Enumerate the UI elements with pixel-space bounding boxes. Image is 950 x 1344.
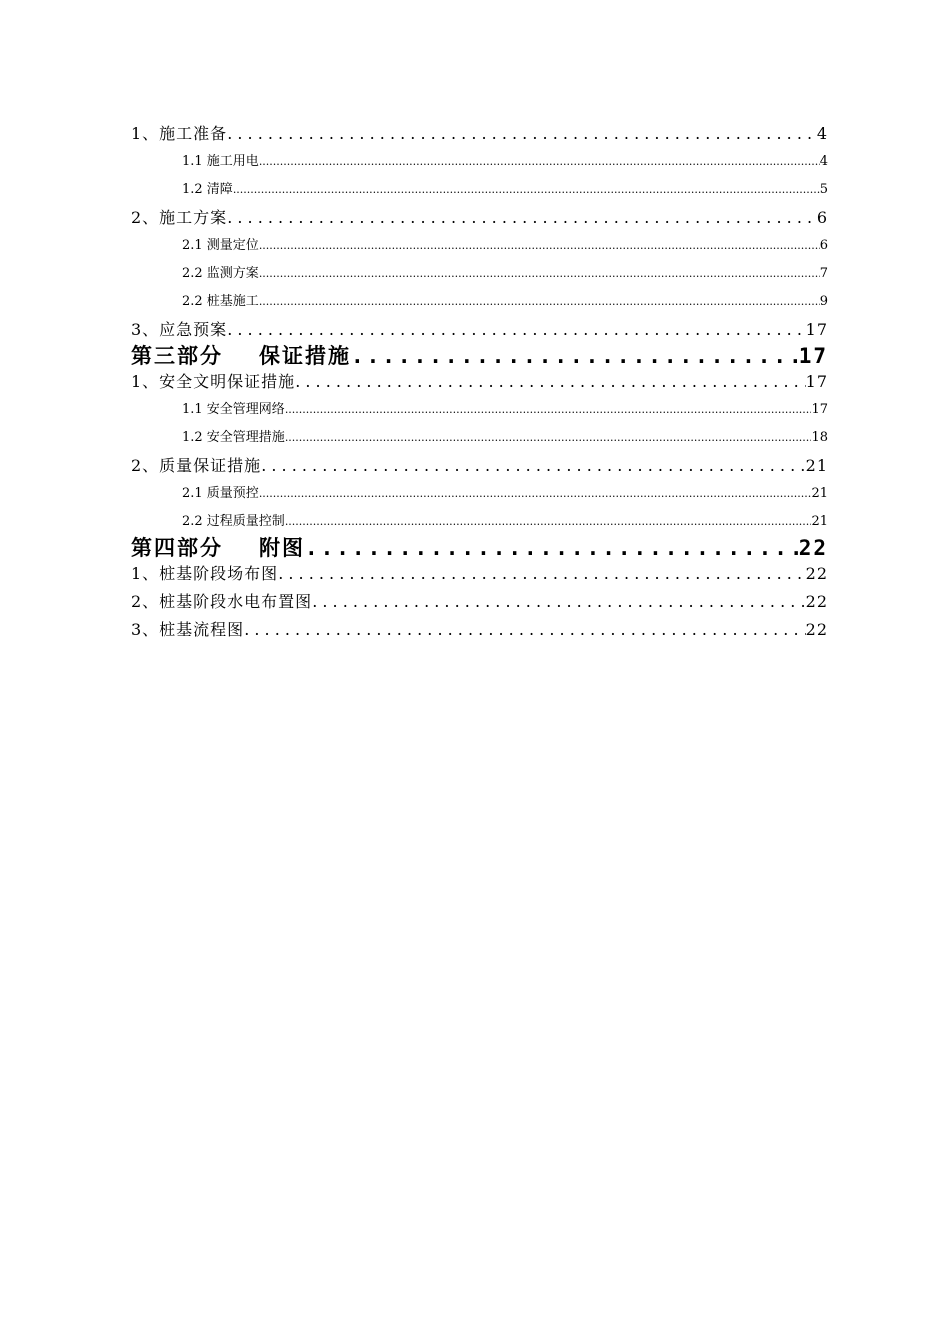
- toc-entry-page: 4: [819, 154, 828, 169]
- toc-entry-title: 2、施工方案: [131, 208, 228, 227]
- toc-entry[interactable]: [131, 120, 828, 148]
- toc-entry-page: 6: [816, 208, 828, 227]
- toc-entry-title: 2.1 质量预控: [182, 486, 259, 501]
- toc-subentry[interactable]: [131, 176, 828, 204]
- toc-entry-page: 17: [805, 372, 828, 391]
- toc-entry-title: 1、安全文明保证措施: [131, 372, 296, 391]
- toc-entry-page: 5: [819, 182, 828, 197]
- dot-leader: [233, 176, 820, 204]
- dot-leader: [295, 368, 805, 396]
- dot-leader: [259, 232, 820, 260]
- dot-leader: [285, 508, 812, 536]
- toc-part-name: 附图: [259, 536, 305, 560]
- dot-leader: [261, 452, 805, 480]
- toc-entry-title: 1、施工准备: [131, 124, 228, 143]
- toc-entry-page: 21: [811, 486, 828, 501]
- dot-leader: [351, 344, 799, 368]
- toc-subentry[interactable]: [131, 424, 828, 452]
- toc-entry-title: 2.1 测量定位: [182, 238, 259, 253]
- toc-entry-page: 9: [819, 294, 828, 309]
- dot-leader: [259, 480, 812, 508]
- toc-entry-page: 21: [805, 456, 828, 475]
- toc-entry-title: 2、桩基阶段水电布置图: [131, 592, 313, 611]
- toc-entry-page: 4: [816, 124, 828, 143]
- toc-entry-page: 22: [805, 564, 828, 583]
- dot-leader: [259, 260, 820, 288]
- toc-entry-page: 22: [798, 536, 828, 560]
- dot-leader: [259, 288, 820, 316]
- toc-entry-page: 21: [811, 514, 828, 529]
- dot-leader: [285, 396, 812, 424]
- toc-entry-title: 1.1 安全管理网络: [182, 402, 285, 417]
- dot-leader: [259, 148, 820, 176]
- toc-part-heading[interactable]: [131, 536, 828, 560]
- toc-subentry[interactable]: [131, 288, 828, 316]
- dot-leader: [244, 616, 805, 644]
- toc-part-label: 第三部分: [131, 344, 223, 368]
- toc-entry-page: 22: [805, 620, 828, 639]
- toc-part-name: 保证措施: [259, 344, 351, 368]
- toc-subentry[interactable]: [131, 508, 828, 536]
- dot-leader: [227, 120, 817, 148]
- toc-part-title: [131, 344, 351, 368]
- toc-entry-title: 2.2 桩基施工: [182, 294, 259, 309]
- toc-entry[interactable]: [131, 368, 828, 396]
- toc-entry-page: 17: [811, 402, 828, 417]
- toc-entry-title: 1.2 安全管理措施: [182, 430, 285, 445]
- dot-leader: [305, 536, 799, 560]
- toc-subentry[interactable]: [131, 260, 828, 288]
- toc-part-heading[interactable]: [131, 344, 828, 368]
- dot-leader: [285, 424, 812, 452]
- toc-entry[interactable]: [131, 452, 828, 480]
- toc-entry[interactable]: [131, 204, 828, 232]
- toc-entry-page: 6: [819, 238, 828, 253]
- toc-entry[interactable]: [131, 560, 828, 588]
- table-of-contents: [131, 120, 828, 644]
- dot-leader: [278, 560, 805, 588]
- toc-entry-title: 2.2 过程质量控制: [182, 514, 285, 529]
- toc-subentry[interactable]: [131, 232, 828, 260]
- toc-subentry[interactable]: [131, 148, 828, 176]
- toc-entry-title: 2.2 监测方案: [182, 266, 259, 281]
- toc-entry[interactable]: [131, 616, 828, 644]
- dot-leader: [227, 204, 817, 232]
- toc-subentry[interactable]: [131, 480, 828, 508]
- toc-entry-title: 2、质量保证措施: [131, 456, 262, 475]
- toc-entry[interactable]: [131, 588, 828, 616]
- toc-entry[interactable]: [131, 316, 828, 344]
- toc-entry-title: 3、桩基流程图: [131, 620, 245, 639]
- dot-leader: [312, 588, 805, 616]
- toc-entry-title: 1.2 清障: [182, 182, 233, 197]
- toc-entry-page: 22: [805, 592, 828, 611]
- toc-entry-title: 1、桩基阶段场布图: [131, 564, 279, 583]
- dot-leader: [227, 316, 805, 344]
- toc-entry-title: 3、应急预案: [131, 320, 228, 339]
- toc-part-title: [131, 536, 305, 560]
- toc-entry-title: 1.1 施工用电: [182, 154, 259, 169]
- toc-part-label: 第四部分: [131, 536, 223, 560]
- toc-subentry[interactable]: [131, 396, 828, 424]
- toc-entry-page: 17: [798, 344, 828, 368]
- toc-entry-page: 17: [805, 320, 828, 339]
- toc-entry-page: 7: [819, 266, 828, 281]
- toc-entry-page: 18: [811, 430, 828, 445]
